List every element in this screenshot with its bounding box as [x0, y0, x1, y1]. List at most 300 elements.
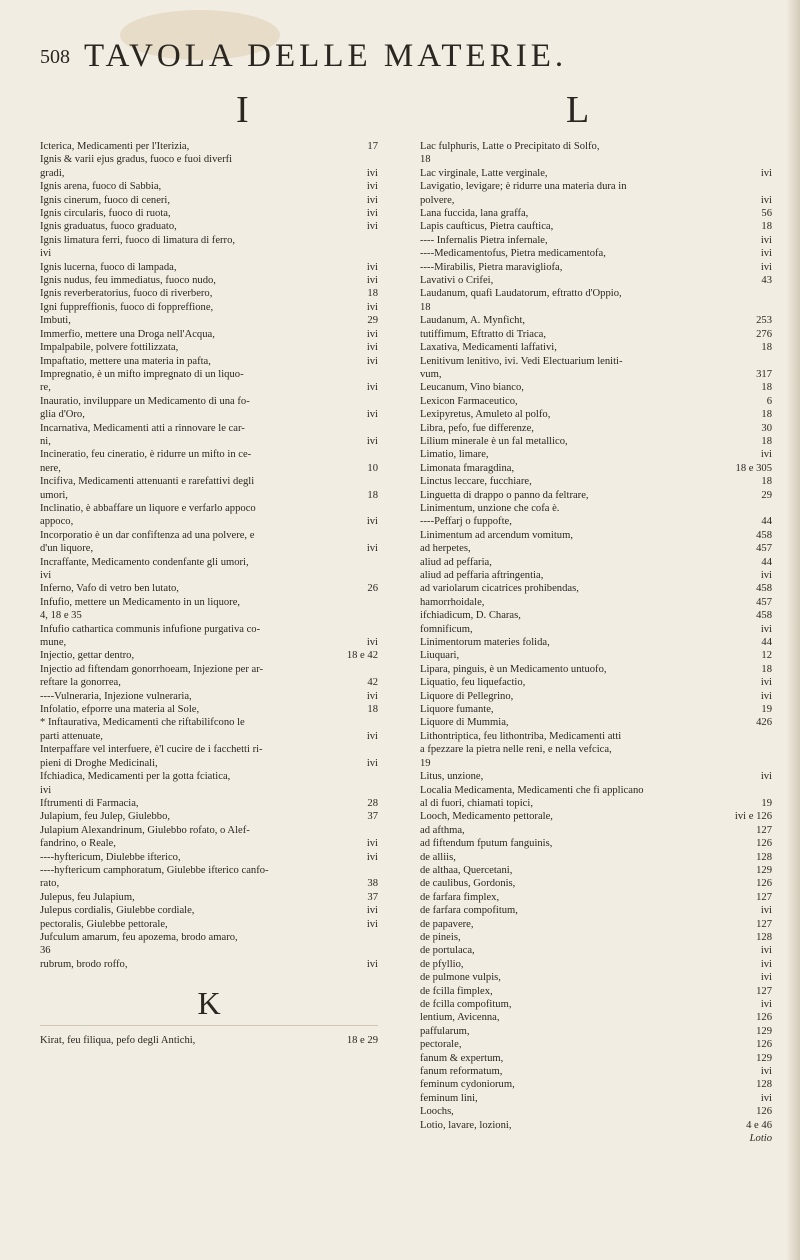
entry-page-ref: ivi: [760, 1092, 772, 1104]
left-column: [40, 140, 378, 1047]
index-entry: [420, 824, 772, 837]
entry-term: rubrum, brodo roffo,: [40, 958, 128, 970]
entry-page-ref: 458: [756, 610, 772, 622]
entry-term: Lapis caufticus, Pietra cauftica,: [420, 221, 554, 233]
index-entry: [420, 569, 772, 582]
entry-term: Imbuti,: [40, 315, 71, 327]
index-entry: [40, 261, 378, 274]
entry-page-ref: 18 e 29: [346, 1034, 378, 1046]
entry-term: feminum cydoniorum,: [420, 1079, 515, 1091]
page-number: 508: [40, 46, 70, 68]
entry-page-ref: 127: [756, 891, 772, 903]
entry-term: Laudanum, quafi Laudatorum, eftratto d'Oppio,: [420, 288, 622, 300]
entry-term: Inclinatio, è abbaffare un liquore e verfarlo appoco: [40, 502, 256, 514]
index-entry: [420, 194, 772, 207]
index-entry: [420, 1092, 772, 1105]
index-entry: [420, 1105, 772, 1118]
entry-page-ref: 129: [756, 864, 772, 876]
entry-term: Lexicon Farmaceutico,: [420, 395, 518, 407]
index-entry: [420, 422, 772, 435]
index-entry: [40, 462, 378, 475]
entry-term: Lotio, lavare, lozioni,: [420, 1119, 512, 1131]
entry-page-ref: ivi: [366, 730, 378, 742]
entry-term: de farfara compofitum,: [420, 905, 518, 917]
index-entry: [40, 489, 378, 502]
index-entry: [40, 931, 378, 944]
section-divider: [40, 1025, 378, 1026]
entry-term: Linguetta di drappo o panno da feltrare,: [420, 489, 589, 501]
index-entry: [40, 784, 378, 797]
entry-page-ref: 18: [367, 704, 378, 716]
entry-term: vum,: [420, 368, 442, 380]
entry-page-ref: ivi: [366, 275, 378, 287]
index-entry: [40, 609, 378, 622]
entry-term: paffularum,: [420, 1025, 470, 1037]
entry-term: Ignis nudus, feu immediatus, fuoco nudo,: [40, 275, 216, 287]
index-entry: [420, 1038, 772, 1051]
index-entry: [40, 381, 378, 394]
index-entry: [40, 770, 378, 783]
index-entry: [420, 180, 772, 193]
entry-term: 18: [420, 301, 431, 313]
entry-page-ref: 18: [761, 476, 772, 488]
entry-page-ref: 17: [367, 141, 378, 152]
entry-page-ref: ivi: [366, 342, 378, 354]
entry-term: Liquatio, feu liquefactio,: [420, 677, 526, 689]
entry-term: Lenitivum lenitivo, ivi. Vedi Electuarium leniti-: [420, 355, 623, 367]
entry-term: de caulibus, Gordonis,: [420, 878, 516, 890]
entry-term: ----Mirabilis, Pietra maravigliofa,: [420, 261, 563, 273]
entry-page-ref: 30: [761, 422, 772, 434]
entry-page-ref: 44: [761, 516, 772, 528]
entry-term: ----Peffarj o fuppofte,: [420, 516, 512, 528]
entry-term: Liquore fumante,: [420, 704, 494, 716]
entry-term: hamorrhoidale,: [420, 596, 485, 608]
entry-page-ref: ivi: [366, 301, 378, 313]
running-title: TAVOLA DELLE MATERIE.: [84, 38, 568, 74]
right-column: [420, 140, 772, 1145]
index-entry: [420, 1011, 772, 1024]
entry-term: Impalpabile, polvere fottilizzata,: [40, 342, 179, 354]
entry-term: d'un liquore,: [40, 543, 94, 555]
index-entry: [40, 207, 378, 220]
index-entry: [420, 730, 772, 743]
entry-page-ref: ivi: [366, 194, 378, 206]
index-entry: [420, 623, 772, 636]
index-entry: [40, 730, 378, 743]
entry-page-ref: ivi: [760, 958, 772, 970]
entry-term: Linimentorum materies folida,: [420, 637, 550, 649]
entry-page-ref: 18: [761, 663, 772, 675]
index-entry: [420, 891, 772, 904]
index-entry: [40, 958, 378, 971]
entry-term: ivi: [40, 248, 52, 260]
index-entry: [420, 234, 772, 247]
entry-term: pectorale,: [420, 1039, 462, 1051]
index-entry: [420, 797, 772, 810]
index-entry: [40, 716, 378, 729]
index-entry: [420, 355, 772, 368]
entry-page-ref: ivi: [366, 690, 378, 702]
index-entry: [40, 797, 378, 810]
index-entry: [420, 810, 772, 823]
entry-page-ref: 458: [756, 583, 772, 595]
entry-term: ----Medicamentofus, Pietra medicamentofa,: [420, 248, 606, 260]
entry-term: Immerfio, mettere una Droga nell'Acqua,: [40, 328, 215, 340]
entry-term: mune,: [40, 637, 67, 649]
entry-term: fanum & expertum,: [420, 1052, 504, 1064]
entry-page-ref: ivi: [760, 905, 772, 917]
index-entry: [40, 475, 378, 488]
index-entry: [40, 864, 378, 877]
entry-page-ref: ivi: [366, 918, 378, 930]
index-entry: [420, 220, 772, 233]
index-entry: [40, 140, 378, 153]
index-entry: [420, 435, 772, 448]
index-entry: [40, 904, 378, 917]
entry-page-ref: ivi: [366, 328, 378, 340]
entry-term: polvere,: [420, 194, 455, 206]
entry-term: Lipara, pinguis, è un Medicamento untuofo,: [420, 663, 607, 675]
index-entry: [420, 261, 772, 274]
entry-page-ref: 129: [756, 1052, 772, 1064]
entry-term: de pfyllio,: [420, 958, 464, 970]
index-entry: [420, 462, 772, 475]
index-entry: [420, 609, 772, 622]
entry-term: de fcilla compofitum,: [420, 999, 512, 1010]
entry-page-ref: ivi: [366, 181, 378, 193]
index-entry: [420, 636, 772, 649]
index-entry: [40, 301, 378, 314]
entry-page-ref: ivi: [366, 221, 378, 233]
entry-page-ref: 457: [756, 596, 772, 608]
entry-page-ref: ivi: [760, 972, 772, 984]
index-entry: [420, 582, 772, 595]
index-entry: [420, 784, 772, 797]
entry-term: Jufculum amarum, feu apozema, brodo amaro,: [40, 931, 238, 943]
entry-page-ref: ivi: [760, 945, 772, 957]
index-entry: [40, 810, 378, 823]
entry-page-ref: 253: [756, 315, 772, 327]
entry-page-ref: ivi: [366, 167, 378, 179]
entry-term: Ignis arena, fuoco di Sabbia,: [40, 181, 162, 193]
entry-term: Ignis graduatus, fuoco graduato,: [40, 221, 177, 233]
index-entry: [40, 1034, 378, 1047]
index-entry: [420, 301, 772, 314]
index-entry: [420, 167, 772, 180]
entry-page-ref: 28: [367, 797, 378, 809]
entry-page-ref: ivi: [760, 234, 772, 246]
entry-term: ad herpetes,: [420, 543, 471, 555]
entry-term: Icterica, Medicamenti per l'Iterizia,: [40, 141, 190, 152]
entry-term: ad fiftendum fputum fanguinis,: [420, 838, 553, 850]
index-entry: [40, 891, 378, 904]
entry-term: Infolatio, efporre una materia al Sole,: [40, 704, 200, 716]
entry-term: Liquore di Pellegrino,: [420, 690, 514, 702]
entry-page-ref: ivi: [760, 623, 772, 635]
entry-term: Ignis limatura ferri, fuoco di limatura di ferro,: [40, 234, 236, 246]
index-entry: [420, 395, 772, 408]
entry-term: Liuquari,: [420, 650, 460, 662]
entry-page-ref: ivi: [760, 449, 772, 461]
index-entry: [40, 743, 378, 756]
index-entry: [40, 234, 378, 247]
entry-term: Injectio ad fiftendam gonorrhoeam, Injezione per ar-: [40, 663, 264, 675]
entry-term: aliud ad peffaria,: [420, 556, 492, 568]
entry-page-ref: 128: [756, 1079, 772, 1091]
entry-page-ref: 37: [367, 811, 378, 823]
index-entry: [420, 247, 772, 260]
entry-term: ----hyftericum, Diulebbe ifterico,: [40, 851, 181, 863]
entry-term: Incifiva, Medicamenti attenuanti e rarefattivi degli: [40, 476, 255, 488]
index-entry: [420, 368, 772, 381]
entry-term: ivi: [40, 570, 52, 581]
entry-term: Incraffante, Medicamento condenfante gli umori,: [40, 556, 249, 568]
entry-term: al di fuori, chiamati topici,: [420, 797, 533, 809]
entry-term: Litus, unzione,: [420, 771, 484, 783]
entry-term: Inferno, Vafo di vetro ben lutato,: [40, 583, 179, 595]
entry-page-ref: 29: [367, 315, 378, 327]
entry-term: tutiffimum, Eftratto di Triaca,: [420, 328, 547, 340]
entry-term: ---- Infernalis Pietra infernale,: [420, 234, 548, 246]
entry-term: de portulaca,: [420, 945, 475, 957]
index-entry: [420, 851, 772, 864]
entry-term: Julepus, feu Julapium,: [40, 891, 135, 903]
entry-term: * Inftaurativa, Medicamenti che riftabilifcono le: [40, 717, 245, 729]
entry-page-ref: ivi: [366, 382, 378, 394]
entry-term: pieni di Droghe Medicinali,: [40, 757, 158, 769]
entry-term: 19: [420, 757, 431, 769]
index-entry: [420, 770, 772, 783]
index-entry: [40, 676, 378, 689]
entry-term: lentium, Avicenna,: [420, 1012, 500, 1024]
index-entry: [420, 341, 772, 354]
entry-term: fomnificum,: [420, 623, 473, 635]
index-entry: [40, 757, 378, 770]
index-entry: [40, 636, 378, 649]
entry-page-ref: 126: [756, 1012, 772, 1024]
index-entry: [420, 944, 772, 957]
entry-term: rato,: [40, 878, 60, 890]
entry-term: de farfara fimplex,: [420, 891, 500, 903]
entry-term: ad afthma,: [420, 824, 465, 836]
index-entry: [420, 408, 772, 421]
entry-page-ref: 18 e 305: [735, 462, 772, 474]
index-entry: [40, 274, 378, 287]
entry-term: aliud ad peffaria aftringentia,: [420, 570, 544, 581]
entry-page-ref: 127: [756, 985, 772, 997]
entry-page-ref: 18: [761, 221, 772, 233]
entry-page-ref: 18: [761, 409, 772, 421]
index-entry: [40, 287, 378, 300]
entry-term: de papavere,: [420, 918, 474, 930]
entry-page-ref: 458: [756, 529, 772, 541]
entry-term: ivi: [40, 784, 52, 796]
index-entry: [40, 649, 378, 662]
entry-page-ref: 12: [761, 650, 772, 662]
index-entry: [420, 877, 772, 890]
index-entry: [40, 623, 378, 636]
page-header: [0, 38, 800, 78]
entry-term: ----Vulneraria, Injezione vulneraria,: [40, 690, 192, 702]
index-entry: [420, 663, 772, 676]
index-entry: [420, 596, 772, 609]
index-entry: [420, 1065, 772, 1078]
section-letter-i: I: [236, 89, 249, 131]
index-entry: [40, 515, 378, 528]
index-entry: [420, 314, 772, 327]
entry-page-ref: ivi: [366, 637, 378, 649]
entry-term: ni,: [40, 435, 51, 447]
index-entry: [420, 649, 772, 662]
index-entry: [40, 422, 378, 435]
entry-term: Kirat, feu filiqua, pefo degli Antichi,: [40, 1034, 196, 1046]
entry-page-ref: 44: [761, 637, 772, 649]
entry-term: Lac fulphuris, Latte o Precipitato di Solfo,: [420, 141, 600, 152]
entry-page-ref: ivi: [366, 851, 378, 863]
index-entry: [40, 194, 378, 207]
index-entry: [420, 140, 772, 153]
index-entry: [420, 985, 772, 998]
entry-term: pectoralis, Giulebbe pettorale,: [40, 918, 168, 930]
index-entry: [420, 515, 772, 528]
entry-page-ref: 127: [756, 918, 772, 930]
entry-term: Looch, Medicamento pettorale,: [420, 811, 553, 823]
entry-term: Julepus cordialis, Giulebbe cordiale,: [40, 905, 195, 917]
index-entry: [40, 596, 378, 609]
entry-page-ref: ivi: [760, 771, 772, 783]
entry-page-ref: 38: [367, 878, 378, 890]
entry-term: reftare la gonorrea,: [40, 677, 121, 689]
entry-page-ref: 18: [761, 382, 772, 394]
entry-page-ref: ivi: [366, 958, 378, 970]
entry-page-ref: 317: [756, 368, 772, 380]
entry-term: Liquore di Mummia,: [420, 717, 509, 729]
entry-page-ref: 18: [367, 288, 378, 300]
entry-term: Incarnativa, Medicamenti atti a rinnovare le car-: [40, 422, 245, 434]
entry-term: 4, 18 e 35: [40, 610, 82, 622]
index-entry: [420, 690, 772, 703]
index-entry: [40, 851, 378, 864]
index-entry: [40, 569, 378, 582]
entry-term: 36: [40, 945, 51, 957]
entry-page-ref: 126: [756, 1039, 772, 1051]
index-entry: [420, 475, 772, 488]
index-entry: [40, 341, 378, 354]
entry-term: Linctus leccare, fucchiare,: [420, 476, 532, 488]
entry-term: glia d'Oro,: [40, 409, 85, 421]
entry-page-ref: ivi: [366, 516, 378, 528]
entry-term: Infufio, mettere un Medicamento in un liquore,: [40, 596, 241, 608]
index-entry: [40, 663, 378, 676]
entry-page-ref: ivi: [760, 570, 772, 581]
entry-term: Impregnatio, è un mifto impregnato di un liquo-: [40, 368, 244, 380]
entry-term: 18: [420, 154, 431, 166]
entry-page-ref: 126: [756, 1106, 772, 1118]
index-entry: [420, 716, 772, 729]
entry-term: ----hyftericum camphoratum, Giulebbe ifterico canfo-: [40, 864, 269, 876]
index-entry: [420, 958, 772, 971]
index-entry: [420, 502, 772, 515]
entry-term: Localia Medicamenta, Medicamenti che fi applicano: [420, 784, 644, 796]
index-entry: [40, 180, 378, 193]
index-entry: [40, 167, 378, 180]
index-entry: [420, 529, 772, 542]
entry-page-ref: ivi: [760, 1066, 772, 1078]
entry-page-ref: 56: [761, 208, 772, 220]
entry-term: Lavigatio, levigare; è ridurre una materia dura in: [420, 181, 627, 193]
entry-page-ref: 6: [766, 395, 772, 407]
entry-term: Iftrumenti di Farmacia,: [40, 797, 139, 809]
index-entry: [40, 944, 378, 957]
entry-term: Inauratio, inviluppare un Medicamento di una fo-: [40, 395, 250, 407]
entry-term: Lithontriptica, feu lithontriba, Medicamenti atti: [420, 730, 622, 742]
index-entry: [420, 1025, 772, 1038]
entry-term: Incineratio, feu cineratio, è ridurre un mifto in ce-: [40, 449, 252, 461]
entry-term: fanum reformatum,: [420, 1066, 503, 1078]
entry-term: ifchiadicum, D. Charas,: [420, 610, 521, 622]
entry-page-ref: ivi: [760, 690, 772, 702]
index-entry: [420, 556, 772, 569]
index-entry: [40, 556, 378, 569]
entry-term: Linimentum, unzione che cofa è.: [420, 502, 560, 514]
entry-page-ref: 19: [761, 797, 772, 809]
entry-page-ref: 10: [367, 462, 378, 474]
entry-page-ref: 4 e 46: [746, 1119, 772, 1131]
entry-page-ref: ivi: [366, 838, 378, 850]
entry-page-ref: 42: [367, 677, 378, 689]
entry-page-ref: 26: [367, 583, 378, 595]
entry-term: Lac virginale, Latte verginale,: [420, 167, 548, 179]
entry-term: de fcilla fimplex,: [420, 985, 493, 997]
entry-page-ref: ivi: [366, 208, 378, 220]
section-letter-l: L: [566, 89, 590, 131]
index-entry: [420, 998, 772, 1011]
entry-term: Libra, pefo, fue differenze,: [420, 422, 534, 434]
entry-page-ref: ivi: [366, 435, 378, 447]
index-entry: [40, 918, 378, 931]
index-entry: [420, 153, 772, 166]
entry-term: Laxativa, Medicamenti laffativi,: [420, 342, 557, 354]
index-entry: [420, 676, 772, 689]
index-entry: [420, 904, 772, 917]
entry-term: appoco,: [40, 516, 74, 528]
index-entry: [40, 582, 378, 595]
entry-page-ref: 126: [756, 838, 772, 850]
index-entry: [40, 355, 378, 368]
entry-term: Impaftatio, mettere una materia in pafta,: [40, 355, 211, 367]
entry-page-ref: 129: [756, 1025, 772, 1037]
entry-page-ref: 127: [756, 824, 772, 836]
entry-term: Linimentum ad arcendum vomitum,: [420, 529, 573, 541]
index-entry: [40, 314, 378, 327]
entry-page-ref: ivi: [366, 543, 378, 555]
entry-term: Ignis lucerna, fuoco di lampada,: [40, 261, 177, 273]
index-entry: [420, 328, 772, 341]
index-entry: [40, 153, 378, 166]
entry-page-ref: ivi: [760, 261, 772, 273]
entry-term: a fpezzare la pietra nelle reni, e nella vefcica,: [420, 744, 612, 756]
entry-term: parti attenuate,: [40, 730, 103, 742]
page-edge-shadow: [786, 0, 800, 1260]
entry-term: Limonata fmaragdina,: [420, 462, 515, 474]
index-entry: [40, 448, 378, 461]
entry-term: Ignis & varii ejus gradus, fuoco e fuoi diverfi: [40, 154, 233, 166]
entry-term: Incorporatio è un dar confiftenza ad una polvere, e: [40, 529, 255, 541]
entry-term: Igni fuppreffionis, fuoco di foppreffione,: [40, 301, 214, 313]
entry-page-ref: 37: [367, 891, 378, 903]
entry-term: Interpaffare vel interfuere, è'l cucire de i facchetti ri-: [40, 744, 263, 756]
